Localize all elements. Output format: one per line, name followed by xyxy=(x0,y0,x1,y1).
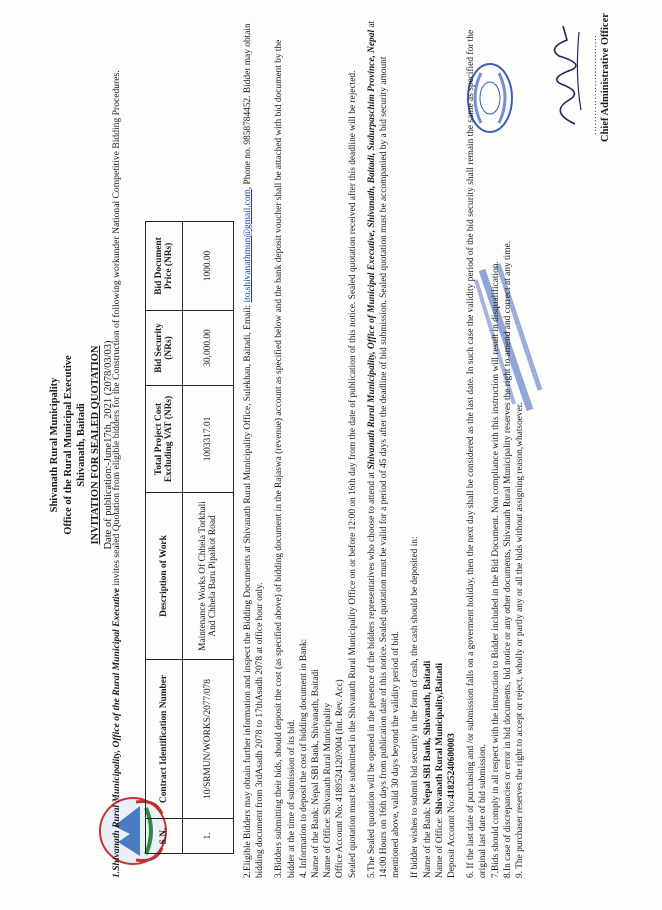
notice-body xyxy=(242,18,526,878)
cash-bank-value: Nepal SBI Bank, Shivanath, Baitadi xyxy=(422,660,433,805)
office-name: Office of the Rural Municipal Executive xyxy=(62,355,74,535)
paragraph-5 xyxy=(366,18,403,878)
p5-venue: Shivanath Rural Municipality, Office of Municipal Executive, Shivanath, Baitadi, Sudurpaschim Province, Nepal xyxy=(366,29,377,470)
bank-name: Name of the Bank: Nepal SBI Bank, Shivanath, Baitadi xyxy=(311,669,322,878)
paragraph-6: 6. If the last date of purchasing and /or submission falls on a goverment holiday, then the next day shall be considered as the last date. In such case the validity period of the bid security shall remain the same as specified for the original last date of bid submission. xyxy=(466,29,489,878)
col-sn: S.N. xyxy=(146,819,183,854)
submission-deadline: Sealed quotation must be submitted in the Shivanath Rural Municipality Office on or before 12:00 on 16th day from the date of publication of this notice. Sealed quotation received after this deadline will be rejected. xyxy=(347,70,358,878)
paragraph-7: 7.Bids should comply in all respect with the instruction to Bidder included in the Bid Document. Non compliance with this instruction will result in disqualification. xyxy=(490,261,501,878)
cash-bank-label: Name of the Bank: xyxy=(422,804,433,878)
publication-date: Date of publication:-June17th, 2021 (2078/03/03) xyxy=(103,340,114,550)
cell-sn: 1. xyxy=(183,819,234,854)
cell-description: Maintenance Works Of Chhela Torkhali And Chhela Baru Pipalkot Road xyxy=(183,493,234,660)
col-price: Bid Document Price (NRs) xyxy=(146,222,183,311)
signatory-title: Chief Administrative Officer xyxy=(600,13,611,142)
col-description: Description of Work xyxy=(146,493,183,660)
signature-line: ............................... xyxy=(588,34,598,135)
account-number: Office Account No: 4189524120?004 (Int. Rev. Acc) xyxy=(335,679,346,878)
p5-text: 5.The Sealed quotation will be opened in the presence of the bidders representatives who choose to attend at xyxy=(366,469,377,878)
cash-office-line xyxy=(434,18,446,878)
cash-office-value: Shivanath Rural Municipality,Baitadi xyxy=(434,663,445,815)
table-header-row xyxy=(146,222,183,854)
col-security: Bid Security (NRs) xyxy=(146,311,183,386)
intro-paragraph xyxy=(111,28,124,878)
cash-account-line xyxy=(446,18,458,878)
cash-office-label: Name of Office: xyxy=(434,814,445,878)
office-location: Shivanath, Baitadi xyxy=(76,403,87,487)
p5-text-end: at 14:00 Hours on 16th days from publication date of this notice. Sealed quotation must be valid for a period of 45 days after the deadline of bid submission. Sealed quotation must be accompanied by a bid security amount mentioned above, valid 30 days beyond the validity period of bid. xyxy=(366,20,402,878)
cell-price: 1000.00 xyxy=(183,222,234,311)
cash-account-label: Deposit Account No: xyxy=(447,798,458,878)
cell-contract: 10/SRMUN/WORKS/2077/078 xyxy=(183,660,234,819)
cell-security: 30,000.00 xyxy=(183,311,234,386)
paragraph-3: 3.Bidders submitting their bids, should deposit the cost (as specified above) of bidding document in the Rajaswa (revenue) account as specified below and the bank deposit voucher shall be attached with bid document by the bidder at the time of submission of its bid. xyxy=(274,39,297,878)
intro-text: invites sealed Quotation from eligible bidders for the Construction of following workunder National Competitive Bidding Procedures. xyxy=(111,70,122,589)
signature-icon xyxy=(545,20,589,130)
table-row xyxy=(183,222,234,854)
cell-cost: 1003317.01 xyxy=(183,386,234,493)
notice-title: INVITATION FOR SEALED QUOTATION xyxy=(89,345,101,545)
p2-text: 2.Eligible Bidders may obtain further information and inspect the Bidding Documents at Shivanath Rural Municipality Office, Sulekhan, Baitadi, Email: xyxy=(243,302,253,878)
col-cost: Total Project Cost Excluding VAT (NRs) xyxy=(146,386,183,493)
cash-bank-line xyxy=(422,18,434,878)
p2-text-end: , Phone no. 9858784452. Bidder may obtain bidding document from 3rdAsadh 2078 to 17thAsadh 2078 at office hour only. xyxy=(243,23,266,878)
municipality-name: Shivanath Rural Municipality xyxy=(49,377,60,513)
email-link[interactable]: ito.shivanathmun@gmail.com xyxy=(243,189,253,303)
office-name-line: Name of Office: Shivanath Rural Municipality xyxy=(323,702,334,878)
notice-header xyxy=(48,280,116,610)
col-contract: Contract Identification Number xyxy=(146,660,183,819)
paragraph-2 xyxy=(242,18,266,878)
paragraph-8: 8.In case of discrepancies or error in bid documents, bid notice or any other documents, Shivanath Rural Municipality reserves the right to amend and correct at any time. xyxy=(502,240,513,878)
paragraph-4: 4. Information to deposit the cost of bidding document in Bank: xyxy=(298,638,309,878)
bid-table xyxy=(145,221,234,854)
cash-deposit-intro: If bidder wishes to submit bid security in the form of cash, the cash should be deposited in: xyxy=(410,536,421,878)
paragraph-9: 9. The purchaser reserves the right to accept or reject, wholly or partly any or all the bids without assigning reason,whatsoever. xyxy=(515,402,526,878)
cash-account-value: 41825240600003 xyxy=(447,733,458,799)
intro-lead: 1.Shivanath Rural Municipality, Office of the Rural Municipal Executive xyxy=(111,588,122,878)
